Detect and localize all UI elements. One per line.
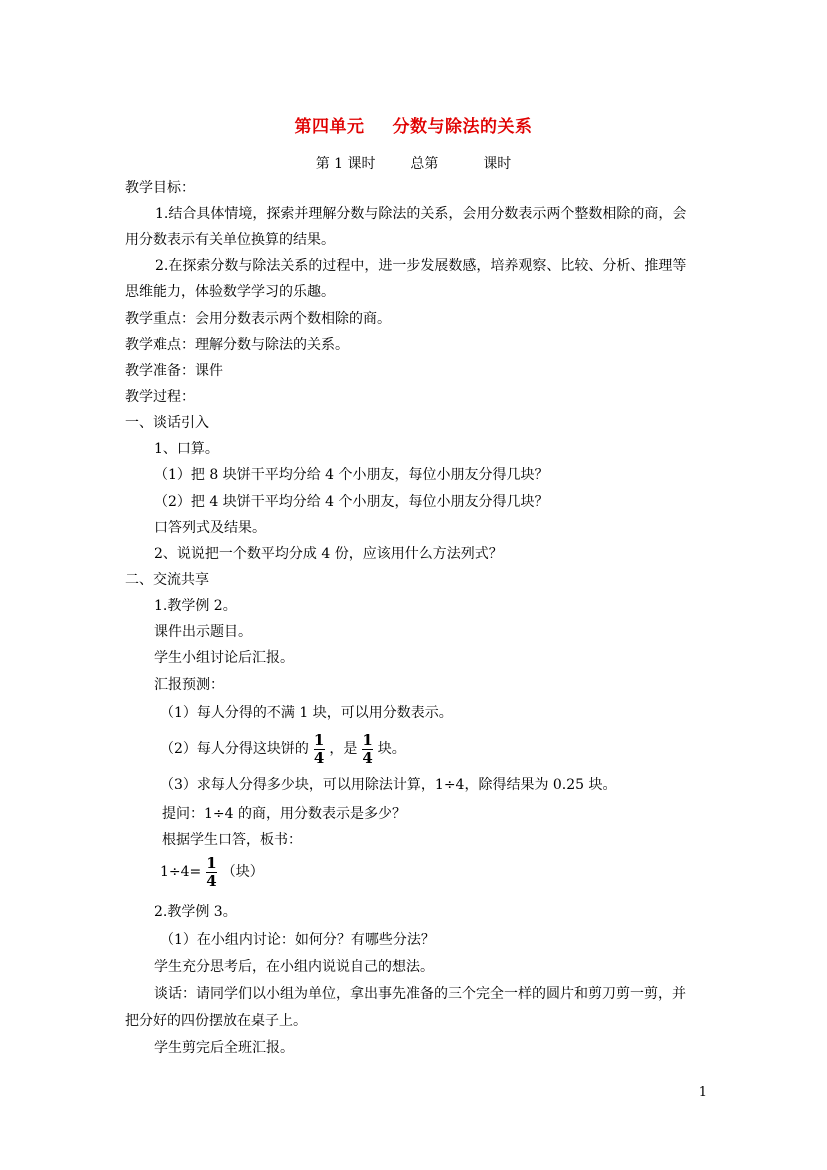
text-line: 学生充分思考后，在小组内说说自己的想法。 <box>154 959 434 975</box>
text-line: 教学准备：课件 <box>125 363 223 379</box>
text-segment: 块。 <box>377 741 406 757</box>
text-line: 教学难点：理解分数与除法的关系。 <box>125 337 349 353</box>
text-line: 口答列式及结果。 <box>154 520 266 536</box>
text-line: 用分数表示有关单位换算的结果。 <box>125 232 335 248</box>
text-line: （1）在小组内讨论：如何分？有哪些分法？ <box>160 932 435 948</box>
text-line: 1、口算。 <box>154 441 219 457</box>
page-title <box>0 112 827 137</box>
text-line: （1）把 8 块饼干平均分给 4 个小朋友，每位小朋友分得几块？ <box>154 467 549 483</box>
page-number: 1 <box>698 1085 707 1100</box>
text-line: 1.结合具体情境，探索并理解分数与除法的关系，会用分数表示两个整数相除的商，会 <box>155 206 687 222</box>
numerator: 1 <box>362 730 373 749</box>
fraction-one-quarter <box>312 730 326 767</box>
text-line: 学生小组讨论后汇报。 <box>154 650 294 666</box>
total-label: 总第 <box>410 156 439 172</box>
text-line: 教学重点：会用分数表示两个数相除的商。 <box>125 311 391 327</box>
equation-left: 1÷4= <box>160 864 202 880</box>
numerator: 1 <box>313 730 325 749</box>
lesson-info <box>0 153 827 173</box>
board-equation <box>160 853 264 891</box>
text-line: 思维能力，体验数学学习的乐趣。 <box>125 284 335 300</box>
text-line: 提问：1÷4 的商，用分数表示是多少？ <box>162 806 406 822</box>
text-segment: ，是 <box>329 741 358 757</box>
unit-label: （块） <box>221 864 264 880</box>
lesson-number: 第 1 课时 <box>315 156 376 172</box>
fraction-one-quarter <box>204 853 218 890</box>
text-line: （3）求每人分得多少块，可以用除法计算，1÷4，除得结果为 0.25 块。 <box>160 777 617 793</box>
text-line: 根据学生口答，板书： <box>162 832 302 848</box>
text-line: 教学过程： <box>125 389 195 405</box>
numerator: 1 <box>206 853 217 872</box>
fraction-one-quarter <box>360 730 374 767</box>
text-line: （2）把 4 块饼干平均分给 4 个小朋友，每位小朋友分得几块？ <box>154 494 549 510</box>
denominator: 4 <box>313 748 325 767</box>
text-line: （1）每人分得的不满 1 块，可以用分数表示。 <box>160 705 453 721</box>
text-line: 学生剪完后全班汇报。 <box>154 1040 294 1056</box>
text-line: 一、谈话引入 <box>125 415 209 431</box>
text-line: 课件出示题目。 <box>154 624 252 640</box>
denominator: 4 <box>362 748 373 767</box>
text-line-with-fraction <box>160 730 406 768</box>
text-line: 汇报预测： <box>154 677 224 693</box>
lesson-suffix: 课时 <box>483 156 512 172</box>
text-line: 1.教学例 2。 <box>154 598 237 614</box>
text-line: 谈话：请同学们以小组为单位，拿出事先准备的三个完全一样的圆片和剪刀剪一剪，并 <box>154 986 686 1002</box>
text-line: 2.在探索分数与除法关系的过程中，进一步发展数感，培养观察、比较、分析、推理等 <box>155 258 687 274</box>
unit-label: 第四单元 <box>294 117 365 137</box>
text-line: 2、说说把一个数平均分成 4 份，应该用什么方法列式？ <box>154 546 503 562</box>
denominator: 4 <box>206 871 217 890</box>
unit-topic: 分数与除法的关系 <box>392 117 533 137</box>
text-line: 二、交流共享 <box>125 572 209 588</box>
text-segment: （2）每人分得这块饼的 <box>160 741 309 757</box>
text-line: 把分好的四份摆放在桌子上。 <box>125 1013 307 1029</box>
text-line: 教学目标： <box>125 180 195 196</box>
text-line: 2.教学例 3。 <box>154 904 237 920</box>
